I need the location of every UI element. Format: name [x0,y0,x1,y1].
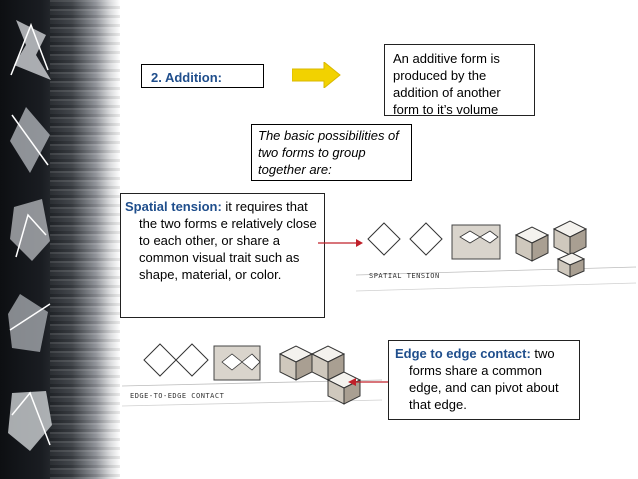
abstract-shape-icon [6,195,54,265]
edge-to-edge-sketch [122,334,384,414]
right-arrow-icon [292,62,342,88]
intro-text: The basic possibilities of two forms to group together are: [258,128,399,177]
pointer-arrow-icon [348,376,390,388]
edge-to-edge-term: Edge to edge contact: [395,346,531,361]
spatial-tension-term: Spatial tension: [125,199,222,214]
abstract-shape-icon [6,105,54,175]
decorative-side-strip [0,0,120,479]
abstract-shape-icon [6,385,54,455]
heading-box [141,64,264,88]
definition-text: An additive form is produced by the addition of another form to it’s volume [393,51,501,117]
spatial-tension-box [120,193,325,318]
section-heading: 2. Addition: [151,70,223,85]
abstract-shape-icon [6,15,54,85]
spatial-tension-caption: SPATIAL TENSION [369,272,440,280]
intro-box [251,124,412,181]
spatial-tension-description: it requires that the two forms e relatively close to each other, or share a common visual trait such as shape, material, or color. [139,199,317,282]
abstract-shape-icon [6,290,54,360]
spatial-tension-sketch [356,215,638,295]
strip-texture [50,0,120,479]
edge-to-edge-caption: EDGE-TO-EDGE CONTACT [130,392,225,400]
definition-box [384,44,535,116]
edge-to-edge-box [388,340,580,420]
edge-to-edge-description: two forms share a common edge, and can pivot about that edge. [409,346,559,412]
